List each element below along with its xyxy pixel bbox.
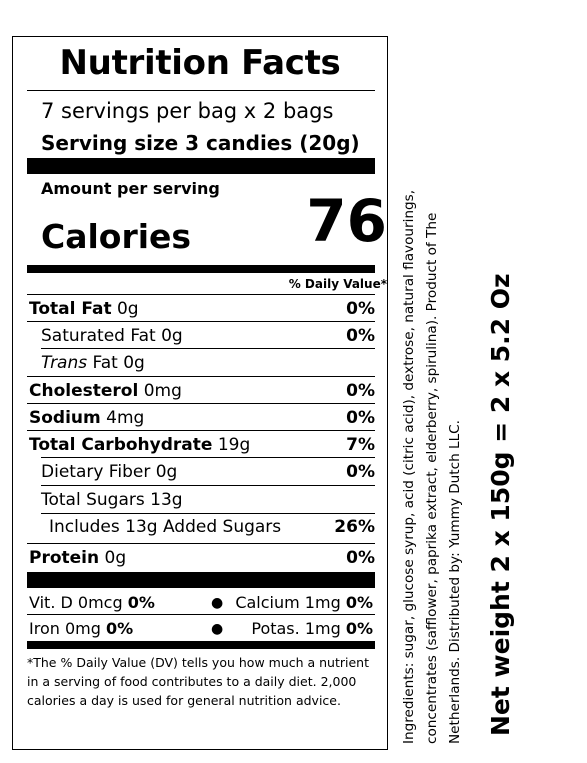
ingredients-text: Ingredients: sugar, glucose syrup, acid (citric acid), dextrose, natural flavourings, concentrates (safflower, paprika extract, elderberry, spirulina). Product of The Netherlands. Distributed by: Yummy Dutch LLC. xyxy=(401,189,463,744)
daily-value-header: % Daily Value* xyxy=(288,277,387,291)
nutrient-name: Total Fat xyxy=(29,299,112,319)
calories-label: Calories xyxy=(41,217,192,256)
calcium xyxy=(235,593,373,612)
divider xyxy=(41,457,375,458)
nutrient-name: Trans xyxy=(41,353,88,373)
divider xyxy=(27,294,375,295)
nutrient-amount: 0mg xyxy=(143,381,182,401)
thick-divider xyxy=(27,158,375,174)
nutrient-dv: 0% xyxy=(346,462,375,482)
nutrient-name: Dietary Fiber xyxy=(41,462,151,482)
nutrient-amount: 0g xyxy=(155,462,178,482)
bullet-icon: ● xyxy=(211,595,224,611)
nutrient-name: Total Carbohydrate xyxy=(29,435,213,455)
nutrient-name: Vit. D 0mcg xyxy=(29,593,123,612)
nutrient-name: Cholesterol xyxy=(29,381,139,401)
divider xyxy=(27,376,375,377)
nutrient-amount: 0g xyxy=(116,299,139,319)
nutrient-name: Includes 13g Added Sugars xyxy=(49,517,282,537)
nutrient-dv: 26% xyxy=(334,517,375,537)
divider xyxy=(41,485,375,486)
divider xyxy=(27,430,375,431)
medium-divider xyxy=(27,641,375,649)
nutrition-facts-panel xyxy=(12,36,388,750)
daily-value-footnote: *The % Daily Value (DV) tells you how much a nutrient in a serving of food contributes to a daily diet. 2,000 calories a day is used for general nutrition advice. xyxy=(27,655,370,708)
amount-per-serving: Amount per serving xyxy=(41,179,220,198)
medium-divider xyxy=(27,265,375,273)
nutrient-name: Iron 0mg xyxy=(29,619,101,638)
divider xyxy=(27,614,375,615)
net-weight: Net weight 2 x 150g = 2 x 5.2 Oz xyxy=(486,273,515,736)
serving-size: Serving size 3 candies (20g) xyxy=(41,131,360,155)
thick-divider xyxy=(27,572,375,588)
nutrient-amount: Fat 0g xyxy=(92,353,145,373)
nutrient-name: Calcium 1mg xyxy=(235,593,341,612)
nutrient-name: Total Sugars xyxy=(41,490,145,510)
nutrient-dv: 0% xyxy=(345,593,373,612)
nutrient-dv: 7% xyxy=(346,435,375,455)
nutrient-dv: 0% xyxy=(345,619,373,638)
divider xyxy=(27,403,375,404)
nutrient-name: Saturated Fat xyxy=(41,326,156,346)
vitamin-d xyxy=(29,593,155,612)
nutrient-dv: 0% xyxy=(346,381,375,401)
nutrient-name: Sodium xyxy=(29,408,101,428)
divider xyxy=(27,90,375,91)
nutrient-amount: 19g xyxy=(217,435,251,455)
nutrient-name: Potas. 1mg xyxy=(251,619,341,638)
potassium xyxy=(251,619,373,638)
calories-value: 76 xyxy=(306,187,387,255)
nutrient-dv: 0% xyxy=(127,593,155,612)
bullet-icon: ● xyxy=(211,621,224,637)
divider xyxy=(41,513,375,514)
nutrient-dv: 0% xyxy=(346,299,375,319)
nutrient-amount: 0g xyxy=(161,326,183,346)
divider xyxy=(27,543,375,544)
servings-per-container: 7 servings per bag x 2 bags xyxy=(41,99,334,123)
nutrient-amount: 4mg xyxy=(106,408,145,428)
nutrient-name: Protein xyxy=(29,548,100,568)
divider xyxy=(41,348,375,349)
nutrient-dv: 0% xyxy=(105,619,134,638)
iron xyxy=(29,619,133,638)
nutrient-amount: 0g xyxy=(104,548,127,568)
panel-title: Nutrition Facts xyxy=(59,43,341,83)
nutrient-amount: 13g xyxy=(150,490,183,510)
nutrient-dv: 0% xyxy=(346,548,375,568)
nutrient-dv: 0% xyxy=(346,326,375,346)
nutrient-dv: 0% xyxy=(346,408,375,428)
divider xyxy=(27,321,375,322)
